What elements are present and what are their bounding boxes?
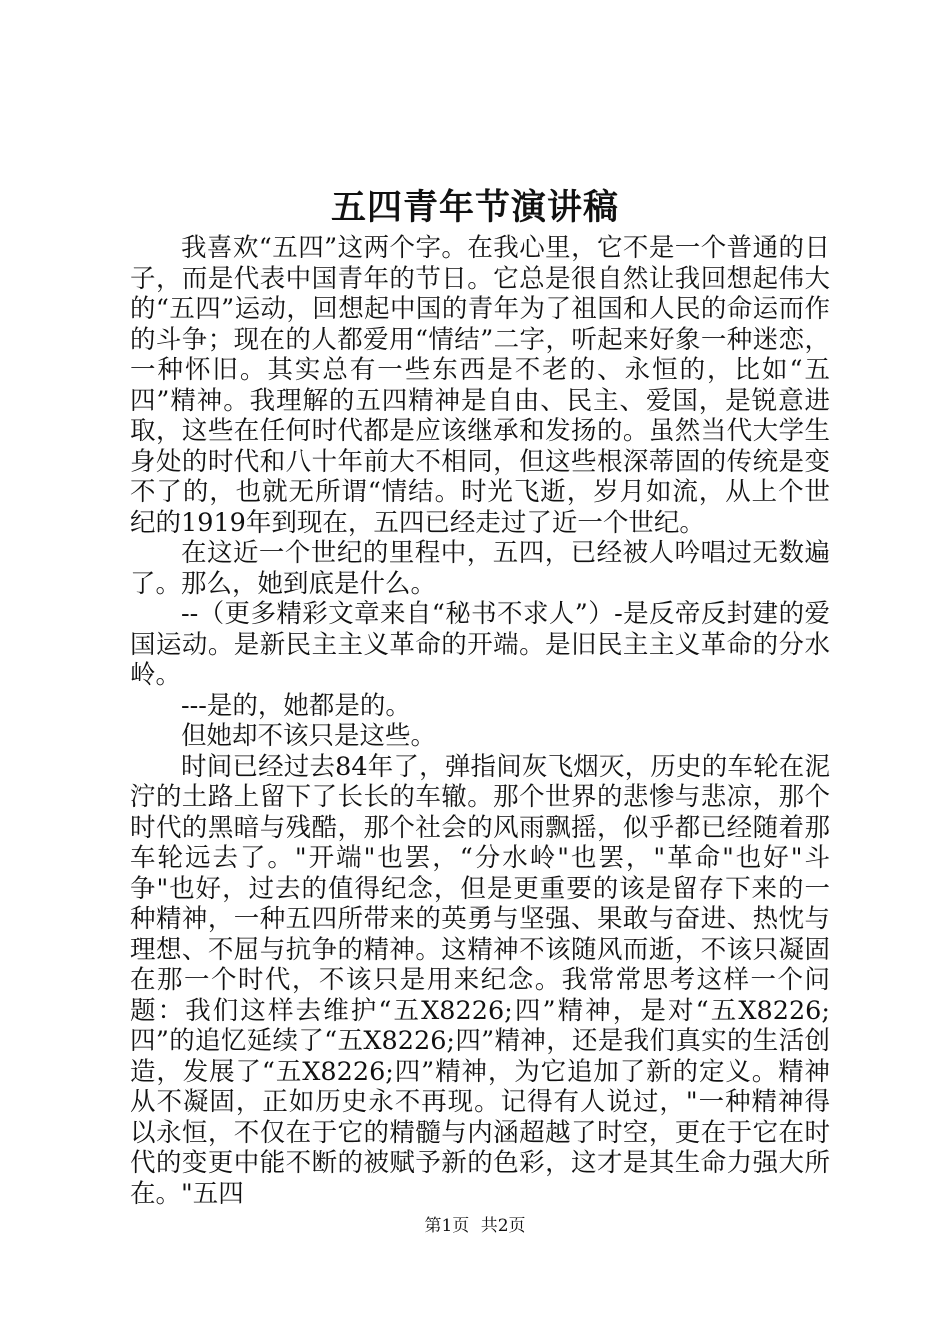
page-number: 第1页 <box>424 1216 470 1236</box>
paragraph: 我喜欢“五四”这两个字。在我心里，它不是一个普通的日子，而是代表中国青年的节日。它总是很自然让我回想起伟大的“五四”运动，回想起中国的青年为了祖国和人民的命运而作的斗争；现在的人都爱用“情结”二字，听起来好象一种迷恋，一种怀旧。其实总有一些东西是不老的、永恒的，比如“五四”精神。我理解的五四精神是自由、民主、爱国，是锐意进取，这些在任何时代都是应该继承和发扬的。虽然当代大学生身处的时代和八十年前大不相同，但这些根深蒂固的传统是变不了的，也就无所谓“情结。时光飞逝，岁月如流，从上个世纪的1919年到现在，五四已经走过了近一个世纪。 <box>130 233 830 538</box>
paragraph: 但她却不该只是这些。 <box>181 721 437 751</box>
document-title: 五四青年节演讲稿 <box>330 187 619 228</box>
page-total: 共2页 <box>480 1216 526 1236</box>
document-body <box>130 233 830 1209</box>
page-footer <box>0 1212 950 1240</box>
paragraph: ---是的，她都是的。 <box>181 690 411 721</box>
paragraph: 时间已经过去84年了，弹指间灰飞烟灭，历史的车轮在泥泞的土路上留下了长长的车辙。那个世界的悲惨与悲凉，那个时代的黑暗与残酷，那个社会的风雨飘摇，似乎都已经随着那车轮远去了。"开端"也罢，“分水岭"也罢，"革命"也好"斗争"也好，过去的值得纪念，但是更重要的该是留存下来的一种精神，一种五四所带来的英勇与坚强、果敢与奋进、热忱与理想、不屈与抗争的精神。这精神不该随风而逝，不该只凝固在那一个时代，不该只是用来纪念。我常常思考这样一个问题：我们这样去维护“五X8226;四”精神，是对“五X8226;四”的追忆延续了“五X8226;四”精神，还是我们真实的生活创造，发展了“五X8226;四”精神，为它追加了新的定义。精神从不凝固，正如历史永不再现。记得有人说过，"一种精神得以永恒，不仅在于它的精髓与内涵超越了时空，更在于它在时代的变更中能不断的被赋予新的色彩，这才是其生命力强大所在。"五四 <box>130 751 830 1209</box>
paragraph: --（更多精彩文章来自“秘书不求人”）-是反帝反封建的爱国运动。是新民主主义革命的开端。是旧民主主义革命的分水岭。 <box>130 599 830 690</box>
paragraph: 在这近一个世纪的里程中，五四，已经被人吟唱过无数遍了。那么，她到底是什么。 <box>130 538 830 599</box>
